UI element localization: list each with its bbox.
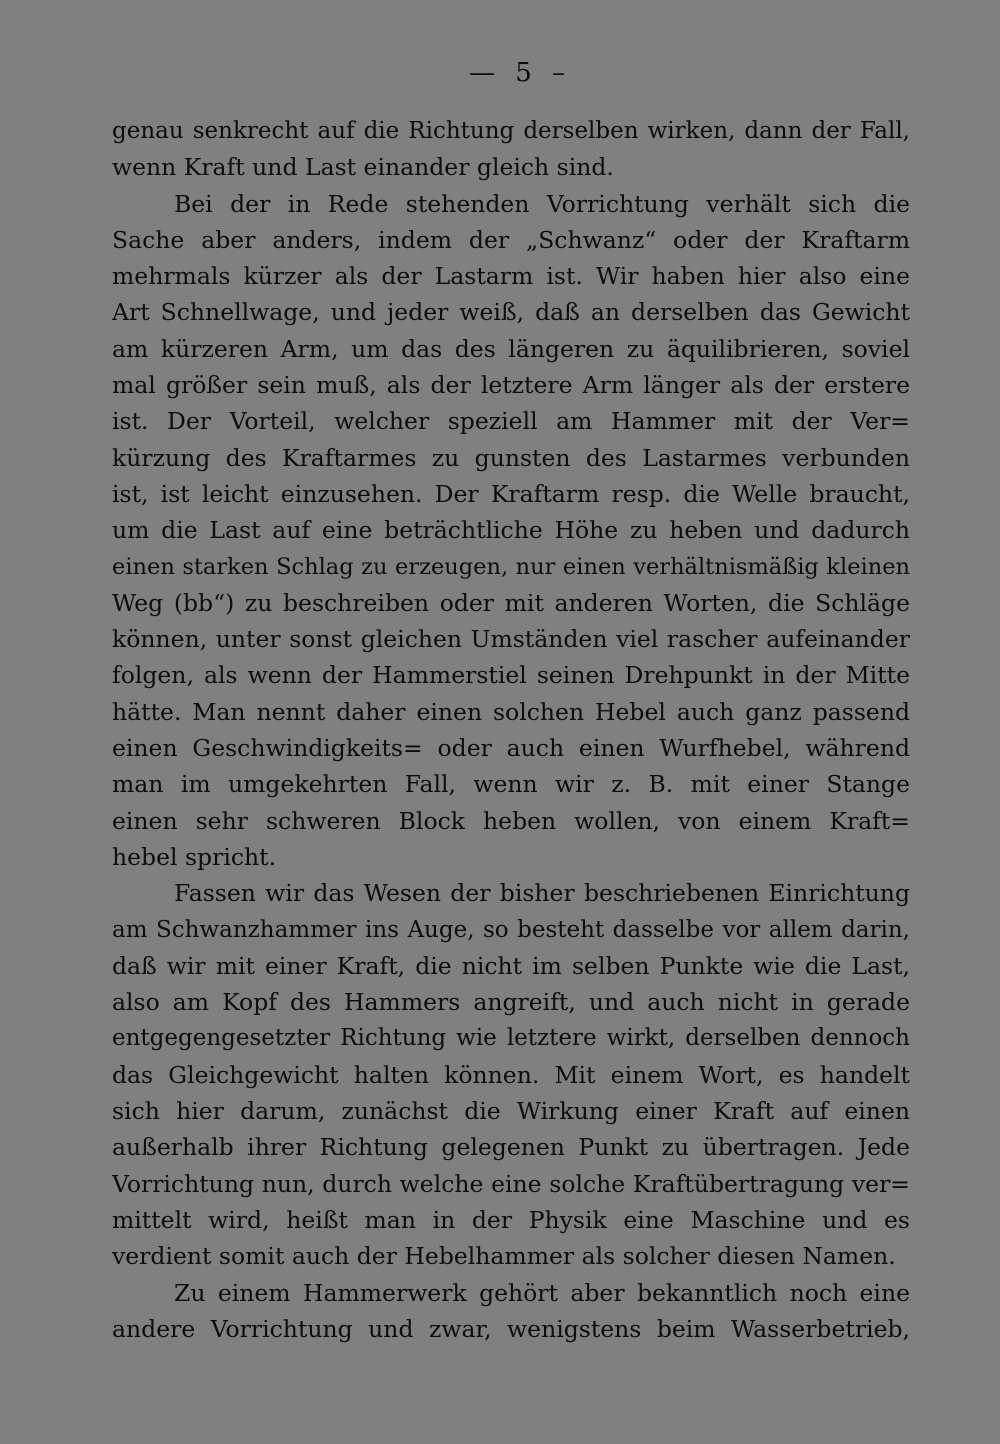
text-line: einen starken Schlag zu erzeugen, nur einen verhältnismäßig kleinen bbox=[112, 553, 910, 580]
body-text bbox=[112, 113, 910, 1347]
text-line: daß wir mit einer Kraft, die nicht im selben Punkte wie die Last, bbox=[112, 951, 910, 980]
text-line: Weg (bb“) zu beschreiben oder mit anderen Worten, die Schläge bbox=[112, 588, 910, 617]
text-line: verdient somit auch der Hebelhammer als solcher diesen Namen. bbox=[112, 1242, 896, 1271]
text-line: Bei der in Rede stehenden Vorrichtung verhält sich die bbox=[174, 189, 910, 218]
text-line: Fassen wir das Wesen der bisher beschriebenen Einrichtung bbox=[174, 879, 910, 908]
text-line: das Gleichgewicht halten können. Mit einem Wort, es handelt bbox=[112, 1060, 910, 1089]
text-line: mal größer sein muß, als der letztere Arm länger als der erstere bbox=[112, 371, 910, 400]
text-line: ist. Der Vorteil, welcher speziell am Hammer mit der Ver= bbox=[112, 407, 910, 436]
text-line: Art Schnellwage, und jeder weiß, daß an derselben das Gewicht bbox=[112, 298, 910, 327]
text-line: mehrmals kürzer als der Lastarm ist. Wir haben hier also eine bbox=[112, 262, 910, 291]
text-line: folgen, als wenn der Hammerstiel seinen Drehpunkt in der Mitte bbox=[112, 661, 910, 690]
text-line: hebel spricht. bbox=[112, 842, 277, 871]
text-line: um die Last auf eine beträchtliche Höhe zu heben und dadurch bbox=[112, 516, 910, 545]
text-line: Sache aber anders, indem der „Schwanz“ oder der Kraftarm bbox=[112, 225, 910, 254]
text-line: Vorrichtung nun, durch welche eine solche Kraftübertragung ver= bbox=[112, 1169, 910, 1198]
text-line: andere Vorrichtung und zwar, wenigstens beim Wasserbetrieb, bbox=[112, 1314, 910, 1343]
text-line: also am Kopf des Hammers angreift, und auch nicht in gerade bbox=[112, 988, 910, 1017]
text-line: am kürzeren Arm, um das des längeren zu äquilibrieren, soviel bbox=[112, 334, 910, 363]
text-line: sich hier darum, zunächst die Wirkung einer Kraft auf einen bbox=[112, 1097, 910, 1126]
text-line: einen Geschwindigkeits= oder auch einen Wurfhebel, während bbox=[112, 734, 910, 763]
text-line: man im umgekehrten Fall, wenn wir z. B. mit einer Stange bbox=[112, 770, 910, 799]
text-line: außerhalb ihrer Richtung gelegenen Punkt zu übertragen. Jede bbox=[112, 1133, 910, 1162]
text-line: wenn Kraft und Last einander gleich sind. bbox=[112, 153, 614, 182]
text-line: am Schwanzhammer ins Auge, so besteht dasselbe vor allem darin, bbox=[112, 916, 910, 943]
text-line: mittelt wird, heißt man in der Physik eine Maschine und es bbox=[112, 1205, 910, 1234]
text-line: hätte. Man nennt daher einen solchen Hebel auch ganz passend bbox=[112, 697, 910, 726]
text-line: kürzung des Kraftarmes zu gunsten des Lastarmes verbunden bbox=[112, 443, 910, 472]
text-line: genau senkrecht auf die Richtung derselben wirken, dann der Fall, bbox=[112, 118, 910, 144]
page-number: — 5 – bbox=[468, 58, 572, 88]
text-line: ist, ist leicht einzusehen. Der Kraftarm resp. die Welle braucht, bbox=[112, 479, 910, 508]
text-line: entgegengesetzter Richtung wie letztere wirkt, derselben dennoch bbox=[112, 1025, 910, 1052]
text-line: Zu einem Hammerwerk gehört aber bekanntlich noch eine bbox=[174, 1278, 910, 1307]
text-line: einen sehr schweren Block heben wollen, von einem Kraft= bbox=[112, 806, 910, 835]
text-line: können, unter sonst gleichen Umständen viel rascher aufeinander bbox=[112, 625, 910, 654]
